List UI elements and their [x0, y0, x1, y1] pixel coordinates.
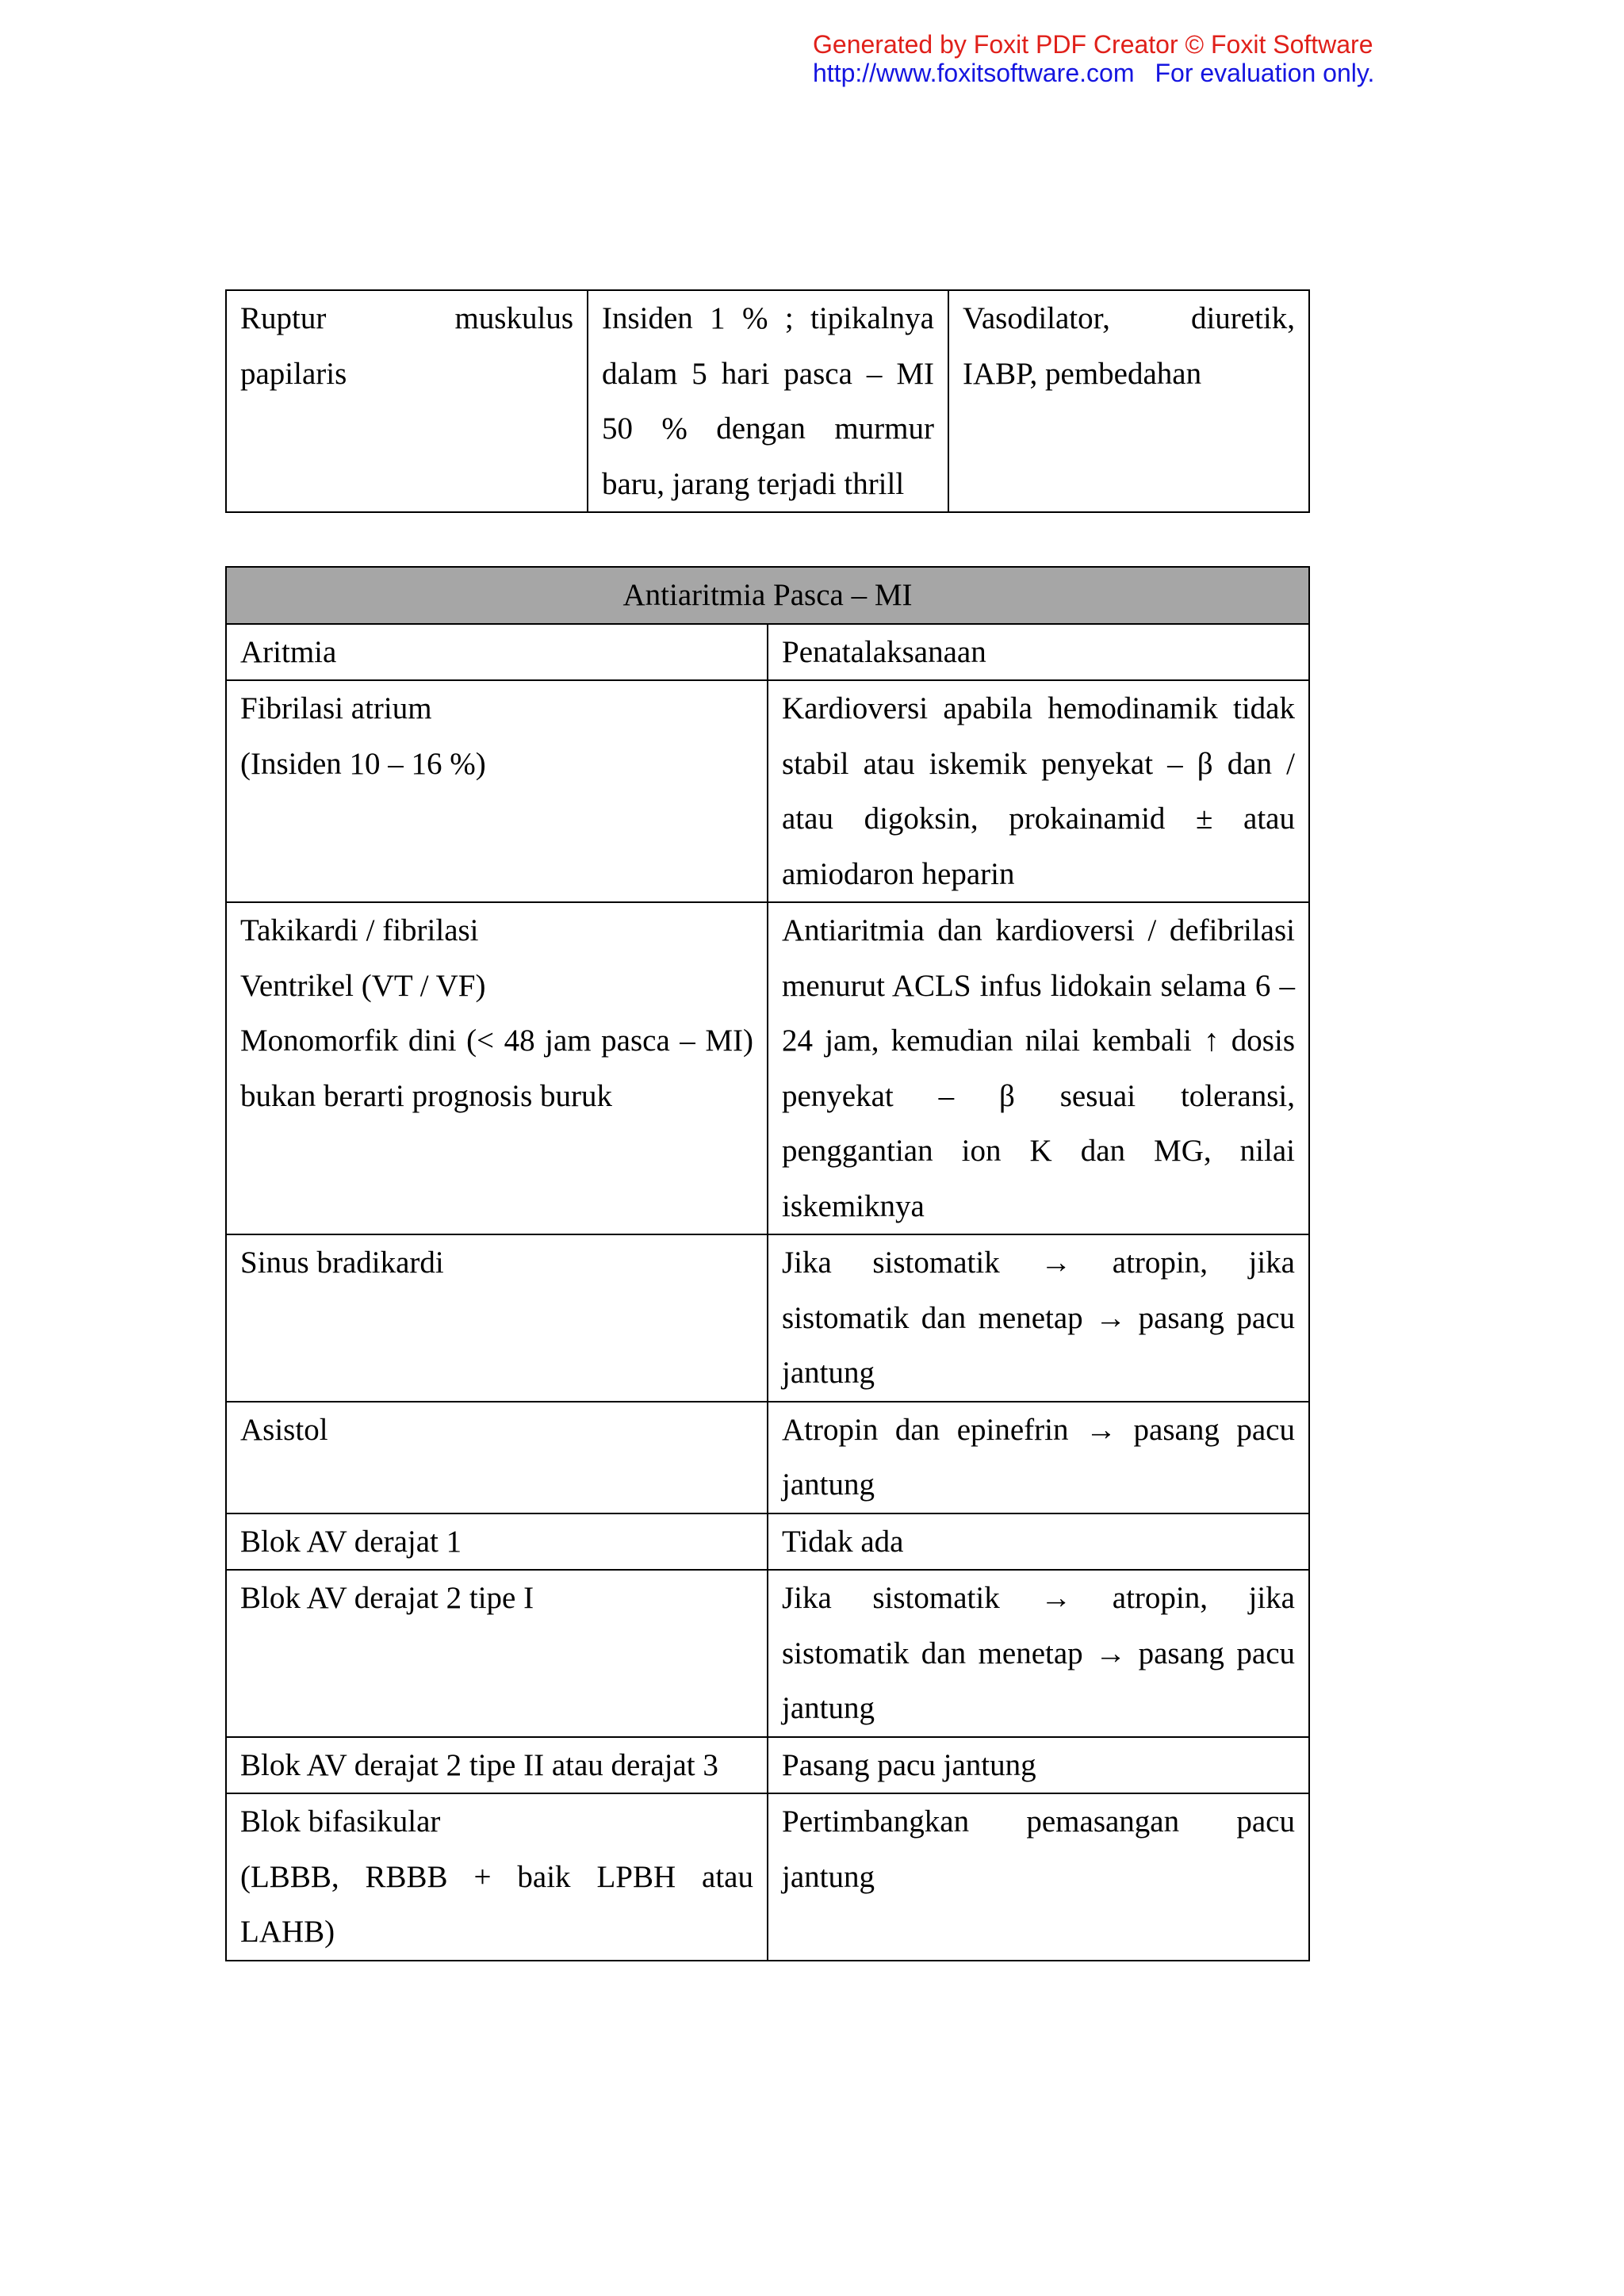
complication-cell — [226, 290, 588, 512]
complication-word-2: muskulus — [454, 301, 573, 335]
table-row — [226, 1513, 1309, 1571]
penatalaksanaan-cell: Atropin dan epinefrin → pasang pacu jantung — [768, 1402, 1309, 1513]
aritmia-cell: Blok AV derajat 1 — [226, 1513, 768, 1571]
aritmia-cell: Blok AV derajat 2 tipe I — [226, 1570, 768, 1737]
table-row — [226, 680, 1309, 902]
table-row — [226, 902, 1309, 1234]
table-title: Antiaritmia Pasca – MI — [226, 567, 1309, 624]
table-row — [226, 1793, 1309, 1961]
column-header-aritmia: Aritmia — [226, 624, 768, 681]
penatalaksanaan-cell: Antiaritmia dan kardioversi / defibrilasi menurut ACLS infus lidokain selama 6 – 24 jam, kemudian nilai kembali ↑ dosis penyekat – β sesuai toleransi, penggantian ion K dan MG, nilai iskemiknya — [768, 902, 1309, 1234]
header-row — [226, 624, 1309, 681]
penatalaksanaan-cell: Jika sistomatik → atropin, jika sistomatik dan menetap → pasang pacu jantung — [768, 1234, 1309, 1402]
incidence-cell: Insiden 1 % ; tipikalnya dalam 5 hari pasca – MI 50 % dengan murmur baru, jarang terjadi thrill — [588, 290, 948, 512]
complication-word-3: papilaris — [240, 356, 347, 391]
watermark-title: Generated by Foxit PDF Creator © Foxit Software — [813, 30, 1373, 59]
table-row — [226, 1402, 1309, 1513]
penatalaksanaan-cell: Jika sistomatik → atropin, jika sistomatik dan menetap → pasang pacu jantung — [768, 1570, 1309, 1737]
table-row — [226, 290, 1309, 512]
aritmia-cell: Fibrilasi atrium (Insiden 10 – 16 %) — [226, 680, 768, 902]
complication-word-1: Ruptur — [240, 301, 327, 335]
aritmia-cell: Blok bifasikular (LBBB, RBBB + baik LPBH atau LAHB) — [226, 1793, 768, 1961]
aritmia-cell: Sinus bradikardi — [226, 1234, 768, 1402]
aritmia-cell: Blok AV derajat 2 tipe II atau derajat 3 — [226, 1737, 768, 1794]
penatalaksanaan-cell: Tidak ada — [768, 1513, 1309, 1571]
watermark-url[interactable]: http://www.foxitsoftware.com — [813, 59, 1135, 87]
complication-table-continued — [225, 289, 1310, 513]
table-row — [226, 1234, 1309, 1402]
aritmia-cell: Takikardi / fibrilasi Ventrikel (VT / VF) Monomorfik dini (< 48 jam pasca – MI) bukan berarti prognosis buruk — [226, 902, 768, 1234]
watermark-note: For evaluation only. — [1155, 59, 1375, 87]
penatalaksanaan-cell: Pasang pacu jantung — [768, 1737, 1309, 1794]
table-row — [226, 1570, 1309, 1737]
treatment-cell: Vasodilator, diuretik, IABP, pembedahan — [948, 290, 1309, 512]
table-row — [226, 1737, 1309, 1794]
column-header-penatalaksanaan: Penatalaksanaan — [768, 624, 1309, 681]
penatalaksanaan-cell: Kardioversi apabila hemodinamik tidak stabil atau iskemik penyekat – β dan / atau digoksin, prokainamid ± atau amiodaron heparin — [768, 680, 1309, 902]
antiarrhythmia-table — [225, 566, 1310, 1961]
aritmia-cell: Asistol — [226, 1402, 768, 1513]
penatalaksanaan-cell: Pertimbangkan pemasangan pacu jantung — [768, 1793, 1309, 1961]
foxit-watermark — [813, 30, 1374, 87]
